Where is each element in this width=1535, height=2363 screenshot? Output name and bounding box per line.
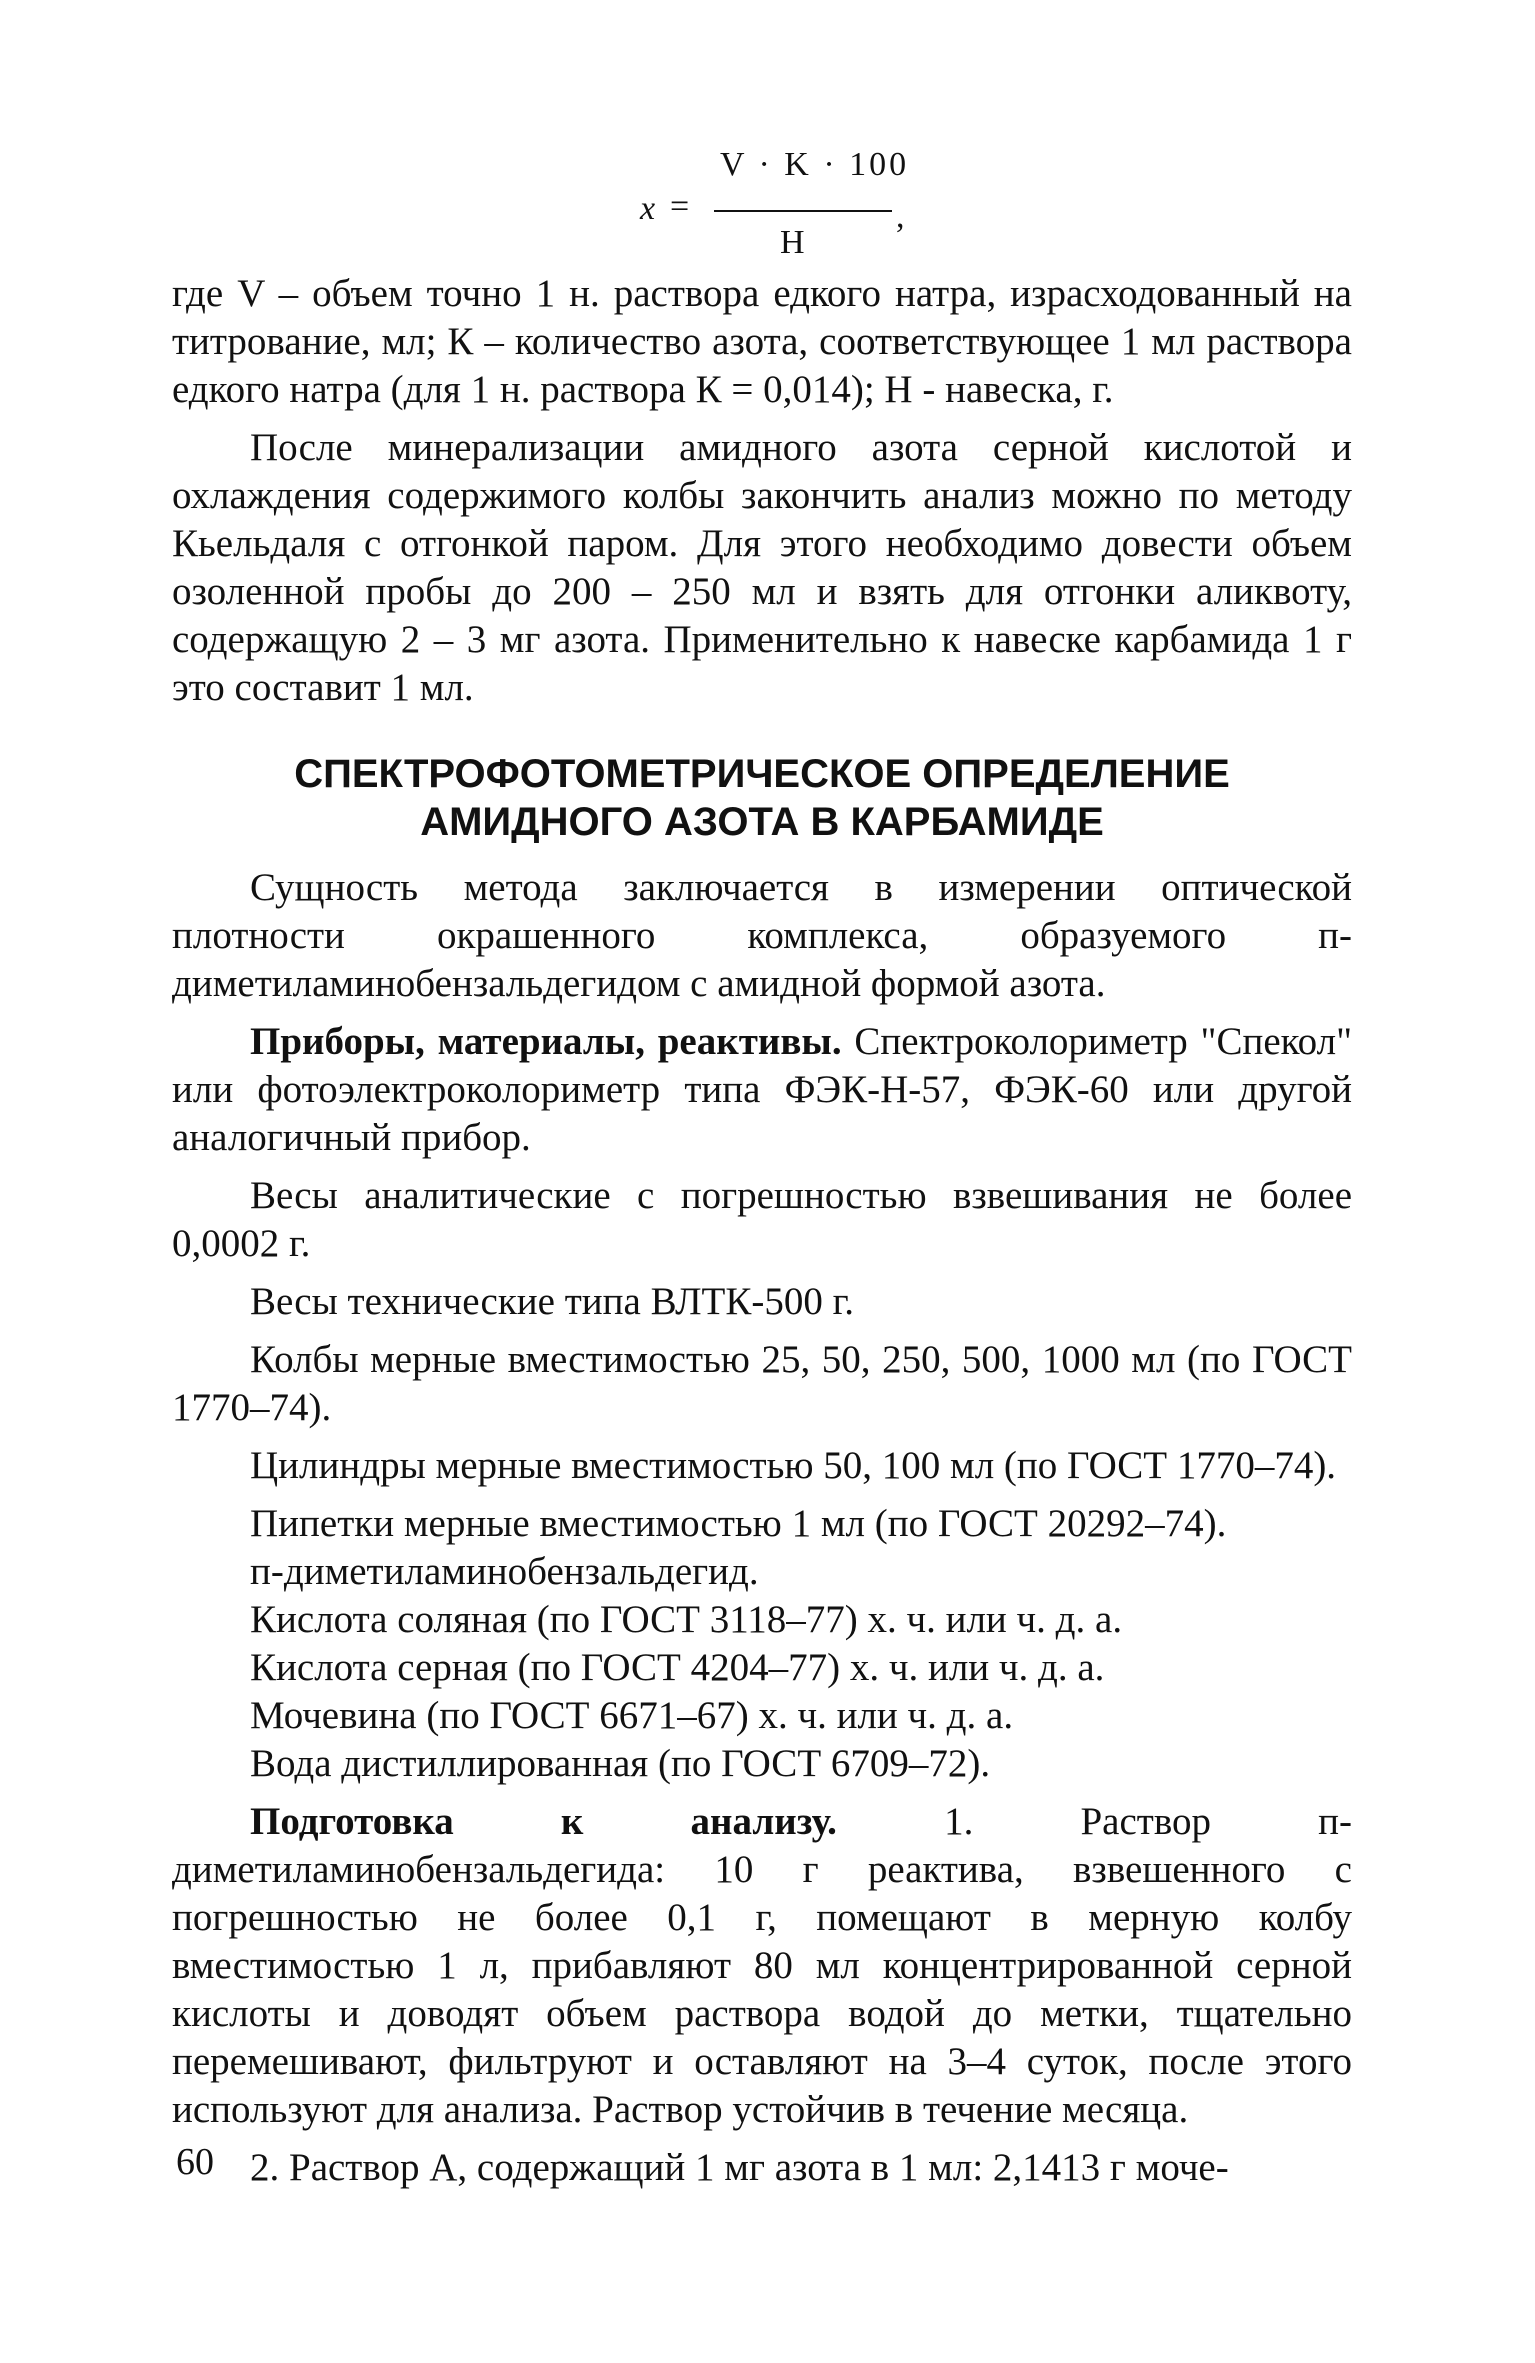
list-item: Вода дистиллированная (по ГОСТ 6709–72). [250,1742,991,1785]
formula-equals: = [670,188,690,225]
nitrogen-formula [172,140,1352,270]
list-item: Весы технические типа ВЛТК-500 г. [250,1280,854,1323]
page-content [172,140,1352,2192]
list-item: Весы аналитические с погрешностью взвешивания не более 0,0002 г. [172,1174,1352,1265]
heading-line-2: АМИДНОГО АЗОТА В КАРБАМИДЕ [420,800,1104,844]
list-item: Кислота серная (по ГОСТ 4204–77) х. ч. или ч. д. а. [250,1646,1105,1689]
page-number: 60 [176,2141,214,2183]
list-item: Мочевина (по ГОСТ 6671–67) х. ч. или ч. д. а. [250,1694,1014,1737]
list-item: Цилиндры мерные вместимостью 50, 100 мл (по ГОСТ 1770–74). [250,1444,1337,1487]
preparation-text: 1. Раствор п-диметиламинобензальдегида: 10 г реактива, взвешенного с погрешностью не более 0,1 г, помещают в мерную колбу вместимостью 1 л, прибавляют 80 мл концентрированной серной кислоты и доводят объем раствора водой до метки, тщательно перемешивают, фильтруют и оставляют на 3–4 суток, после этого используют для анализа. Раствор устойчив в течение месяца. [172,1800,1352,2131]
heading-line-1: СПЕКТРОФОТОМЕТРИЧЕСКОЕ ОПРЕДЕЛЕНИЕ [294,752,1230,796]
formula-explanation: где V – объем точно 1 н. раствора едкого натра, израсходованный на титрование, мл; К – количество азота, соответствующее 1 мл раствора едкого натра (для 1 н. раствора К = 0,014); Н - навеска, г. [172,272,1352,411]
list-item: Кислота соляная (по ГОСТ 3118–77) х. ч. или ч. д. а. [250,1598,1123,1641]
formula-denominator: H [780,224,805,261]
preparation-paragraph [172,1798,1352,2134]
preparation-label: Подготовка к анализу. [250,1800,837,1843]
list-item: п-диметиламинобензальдегид. [250,1550,759,1593]
equipment-paragraph [172,1018,1352,1162]
method-essence: Сущность метода заключается в измерении оптической плотности окрашенного комплекса, образуемого п-диметиламинобензальдегидом с амидной формой азота. [172,866,1352,1005]
kjeldahl-paragraph: После минерализации амидного азота серной кислотой и охлаждения содержимого колбы закончить анализ можно по методу Кьельдаля с отгонкой паром. Для этого необходимо довести объем озоленной пробы до 200 – 250 мл и взять для отгонки аликвоту, содержащую 2 – 3 мг азота. Применительно к навеске карбамида 1 г это составит 1 мл. [172,426,1352,709]
solution-a-paragraph: 2. Раствор А, содержащий 1 мг азота в 1 мл: 2,1413 г моче- [250,2146,1229,2189]
equipment-text: Спектроколориметр "Спекол" или фотоэлектроколориметр типа ФЭК-Н-57, ФЭК-60 или другой аналогичный прибор. [172,1020,1352,1159]
list-item: Пипетки мерные вместимостью 1 мл (по ГОСТ 20292–74). [250,1502,1227,1545]
fraction-bar [714,210,892,212]
formula-numerator: V · K · 100 [720,146,910,183]
equipment-label: Приборы, материалы, реактивы. [250,1020,842,1063]
list-item: Колбы мерные вместимостью 25, 50, 250, 500, 1000 мл (по ГОСТ 1770–74). [172,1338,1352,1429]
formula-trailing: , [896,198,905,235]
formula-lhs: x [640,190,656,227]
section-heading [172,750,1352,846]
